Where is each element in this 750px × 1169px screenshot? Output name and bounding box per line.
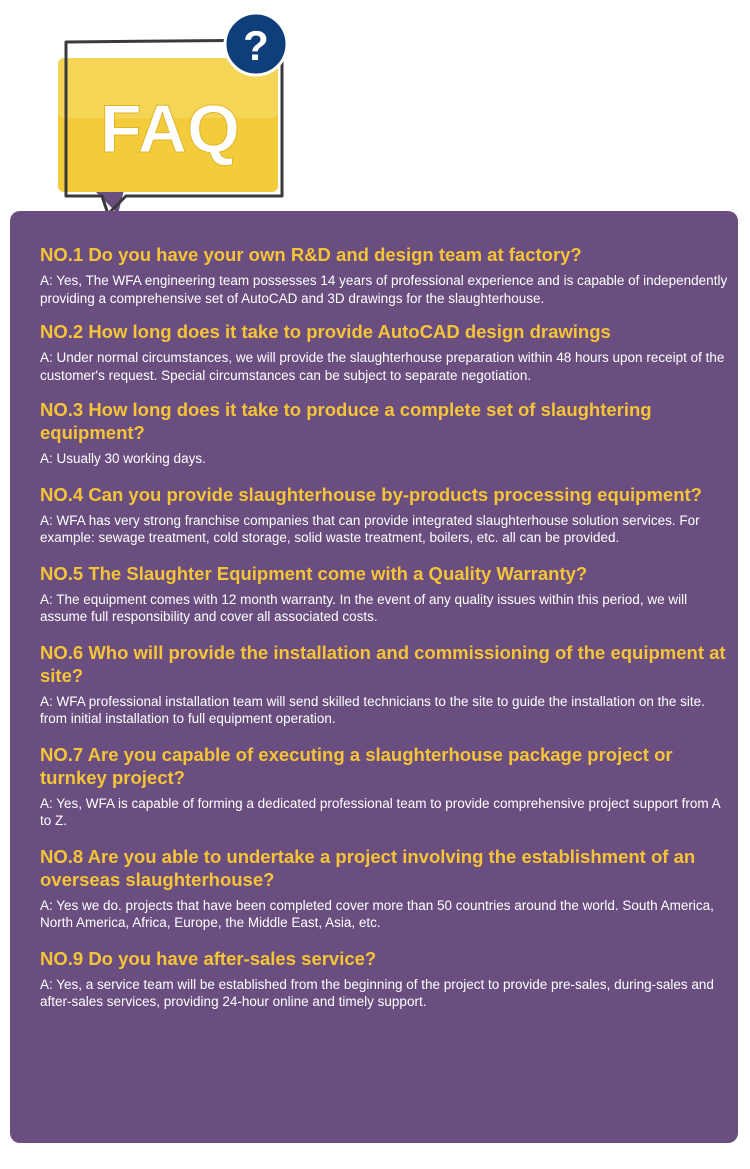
faq-answer-2: A: Under normal circumstances, we will provide the slaughterhouse preparation within 48 hours upon receipt of the customer's request. Special circumstances can be subject to separate negotiation. bbox=[40, 350, 725, 383]
faq-question-4: NO.4 Can you provide slaughterhouse by-products processing equipment? bbox=[40, 483, 702, 505]
faq-question-5: NO.5 The Slaughter Equipment come with a Quality Warranty? bbox=[40, 562, 588, 584]
faq-item-8 bbox=[40, 845, 730, 932]
faq-question-2: NO.2 How long does it take to provide AutoCAD design drawings bbox=[40, 321, 611, 342]
faq-answer-3: A: Usually 30 working days. bbox=[40, 451, 206, 466]
faq-item-5 bbox=[40, 562, 730, 626]
faq-answer-1: A: Yes, The WFA engineering team possesses 14 years of professional experience and is capable of independently providing a comprehensive set of AutoCAD and 3D drawings for the slaughterhouse. bbox=[40, 273, 728, 306]
faq-answer-7: A: Yes, WFA is capable of forming a dedicated professional team to provide comprehensive project support from A to Z. bbox=[40, 795, 720, 828]
faq-item-9 bbox=[40, 947, 730, 1011]
faq-question-7: NO.7 Are you capable of executing a slaughterhouse package project or turnkey project? bbox=[40, 743, 673, 788]
faq-badge bbox=[0, 0, 320, 230]
faq-item-1 bbox=[40, 243, 730, 307]
faq-question-1: NO.1 Do you have your own R&D and design team at factory? bbox=[40, 244, 582, 265]
faq-question-8: NO.8 Are you able to undertake a project involving the establishment of an overseas slaughterhouse? bbox=[40, 845, 696, 890]
faq-answer-6: A: WFA professional installation team will send skilled technicians to the site to guide the installation on the site. from initial installation to full equipment operation. bbox=[40, 693, 705, 726]
faq-list bbox=[40, 243, 730, 1011]
faq-answer-5: A: The equipment comes with 12 month warranty. In the event of any quality issues within this period, we will assume full responsibility and cover all associated costs. bbox=[40, 591, 688, 624]
faq-answer-9: A: Yes, a service team will be established from the beginning of the project to provide pre-sales, during-sales and after-sales services, providing 24-hour online and timely support. bbox=[40, 976, 714, 1009]
faq-item-2 bbox=[40, 320, 730, 384]
faq-item-4 bbox=[40, 483, 730, 547]
faq-question-6: NO.6 Who will provide the installation and commissioning of the equipment at site? bbox=[40, 641, 726, 686]
faq-item-3 bbox=[40, 398, 730, 468]
svg-text:?: ? bbox=[243, 22, 269, 69]
badge-text: FAQ bbox=[100, 91, 240, 167]
faq-item-6 bbox=[40, 641, 730, 728]
question-mark-icon bbox=[225, 13, 287, 75]
faq-question-3: NO.3 How long does it take to produce a complete set of slaughtering equipment? bbox=[40, 399, 652, 443]
faq-answer-4: A: WFA has very strong franchise companies that can provide integrated slaughterhouse solution services. For example: sewage treatment, cold storage, solid waste treatment, boilers, etc. all can be provided. bbox=[40, 512, 700, 545]
faq-answer-8: A: Yes we do. projects that have been completed cover more than 50 countries around the world. South America, North America, Africa, Europe, the Middle East, Asia, etc. bbox=[40, 897, 714, 930]
faq-question-9: NO.9 Do you have after-sales service? bbox=[40, 947, 377, 969]
faq-item-7 bbox=[40, 743, 730, 830]
